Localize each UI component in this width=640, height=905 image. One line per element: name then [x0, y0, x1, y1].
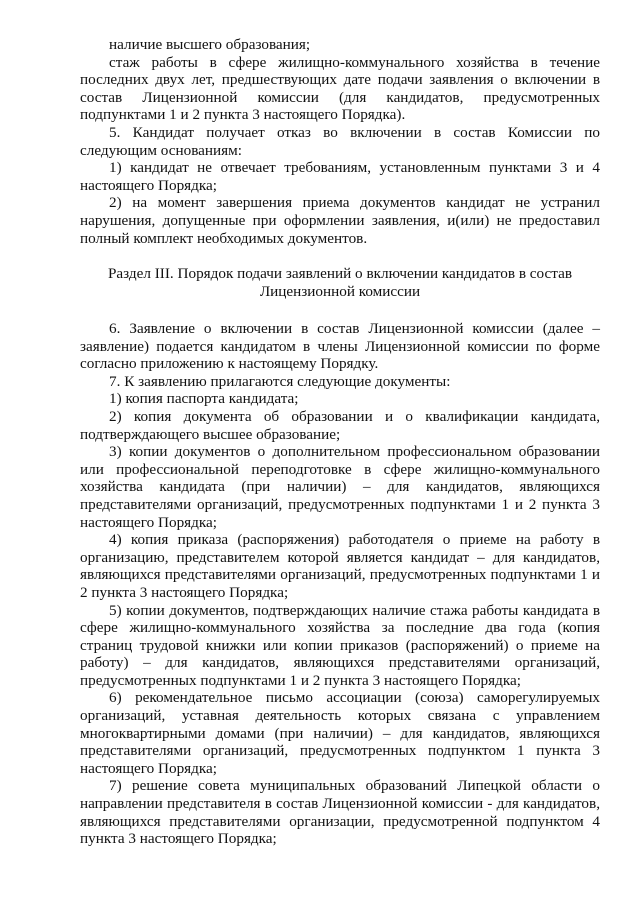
paragraph: 1) кандидат не отвечает требованиям, установленным пунктами 3 и 4 настоящего Порядка; — [80, 159, 600, 194]
section-heading — [80, 265, 600, 300]
paragraph: 1) копия паспорта кандидата; — [109, 390, 299, 408]
paragraph: 7) решение совета муниципальных образований Липецкой области о направлении представителя в состав Лицензионной комиссии - для кандидатов, являющихся представителями организации, предусмотренной подпунктом 4 пункта 3 настоящего Порядка; — [80, 777, 600, 848]
paragraph: 5. Кандидат получает отказ во включении в состав Комиссии по следующим основаниям: — [80, 123, 600, 159]
paragraph: 4) копия приказа (распоряжения) работодателя о приеме на работу в организацию, представителем которой является кандидат – для кандидатов, являющихся представителями организаций, предусмотренных подпунктами 1 и 2 пункта 3 настоящего Порядка; — [80, 531, 600, 601]
paragraph: наличие высшего образования; — [109, 36, 311, 53]
bottom-text-block — [80, 320, 600, 848]
paragraph: 2) копия документа об образовании и о квалификации кандидата, подтверждающего высшее образование; — [80, 407, 600, 443]
paragraph: 6) рекомендательное письмо ассоциации (союза) саморегулируемых организаций, уставная деятельность которых связана с управлением многоквартирными домами (при наличии) – для кандидатов, являющихся представителями организаций, предусмотренных подпунктом 1 пункта 3 настоящего Порядка; — [80, 689, 600, 777]
paragraph: 6. Заявление о включении в состав Лицензионной комиссии (далее – заявление) подается кандидатом в члены Лицензионной комиссии по форме согласно приложению к настоящему Порядку. — [80, 320, 600, 373]
section-heading-line: Лицензионной комиссии — [259, 282, 421, 300]
paragraph: 7. К заявлению прилагаются следующие документы: — [109, 372, 451, 390]
section-heading-line: Раздел III. Порядок подачи заявлений о включении кандидатов в состав — [107, 265, 572, 282]
paragraph: 5) копии документов, подтверждающих наличие стажа работы кандидата в сфере жилищно-коммунального хозяйства за последние два года (копия страниц трудовой книжки или копии приказов (распоряжений) о приеме на работу) – для кандидатов, являющихся представителями организаций, предусмотренных подпунктами 1 и 2 пункта 3 настоящего Порядка; — [80, 601, 600, 689]
paragraph: 3) копии документов о дополнительном профессиональном образовании или профессиональной переподготовке в сфере жилищно-коммунального хозяйства кандидата (при наличии) – для кандидатов, являющихся представителями организаций, предусмотренных подпунктами 1 и 2 пункта 3 настоящего Порядка; — [80, 443, 600, 531]
paragraph: 2) на момент завершения приема документов кандидат не устранил нарушения, допущенные при оформлении заявления, и(или) не предоставил полный комплект необходимых документов. — [80, 194, 600, 247]
top-text-block — [80, 36, 600, 247]
paragraph: стаж работы в сфере жилищно-коммунального хозяйства в течение последних двух лет, предшествующих дате подачи заявления о включении в состав Лицензионной комиссии (для кандидатов, предусмотренных подпунктами 1 и 2 пункта 3 настоящего Порядка). — [80, 53, 600, 124]
